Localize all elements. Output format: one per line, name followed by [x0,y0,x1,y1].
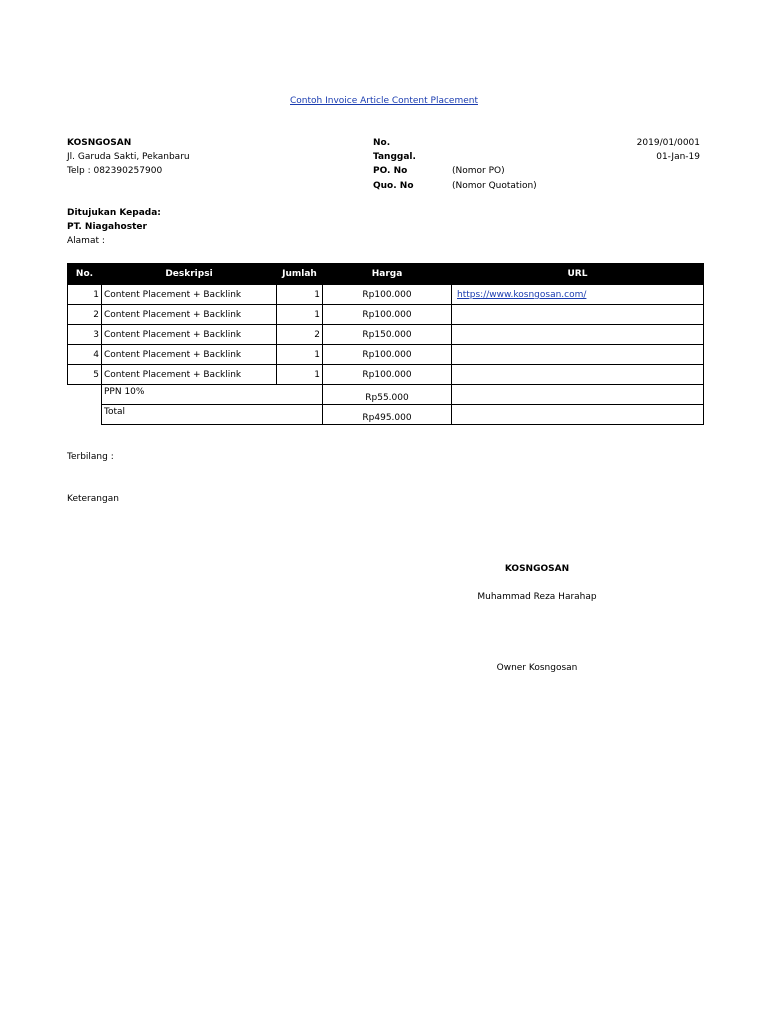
row-url-cell [452,285,704,305]
signature-name: Muhammad Reza Harahap [477,592,597,602]
row-quantity: 1 [277,285,323,305]
row-url-link[interactable]: https://www.kosngosan.com/ [457,289,587,300]
tax-url-cell [452,385,704,405]
row-description: Content Placement + Backlink [102,305,277,325]
notes-label: Keterangan [67,494,119,504]
row-number: 1 [68,285,102,305]
tax-row [68,385,704,405]
total-value: Rp495.000 [323,405,452,425]
table-row [68,285,704,305]
table-row [68,345,704,365]
po-number-value: (Nomor PO) [452,166,505,176]
recipient-address-label: Alamat : [67,236,105,246]
column-header-description: Deskripsi [102,264,277,285]
recipient-name: PT. Niagahoster [67,222,147,232]
total-row [68,405,704,425]
row-url-cell [452,325,704,345]
invoice-number-label: No. [373,138,391,148]
row-number: 4 [68,345,102,365]
total-url-cell [452,405,704,425]
table-row [68,365,704,385]
row-price: Rp100.000 [323,365,452,385]
table-row [68,305,704,325]
quotation-number-value: (Nomor Quotation) [452,181,537,191]
po-number-label: PO. No [373,166,408,176]
seller-phone: Telp : 082390257900 [67,166,163,176]
signature-title: Owner Kosngosan [496,663,578,673]
row-number: 5 [68,365,102,385]
recipient-heading: Ditujukan Kepada: [67,208,161,218]
table-header-row [68,264,704,285]
tax-label: PPN 10% [102,385,323,405]
row-price: Rp100.000 [323,285,452,305]
column-header-price: Harga [323,264,452,285]
row-quantity: 1 [277,305,323,325]
seller-address: Jl. Garuda Sakti, Pekanbaru [67,152,190,162]
row-price: Rp150.000 [323,325,452,345]
invoice-number-value: 2019/01/0001 [636,138,700,148]
row-quantity: 1 [277,345,323,365]
row-description: Content Placement + Backlink [102,365,277,385]
tax-spacer [68,385,102,405]
row-price: Rp100.000 [323,305,452,325]
invoice-items-table [67,263,704,425]
table-row [68,325,704,345]
row-number: 3 [68,325,102,345]
total-label: Total [102,405,323,425]
column-header-quantity: Jumlah [277,264,323,285]
invoice-date-label: Tanggal. [373,152,416,162]
amount-in-words-label: Terbilang : [67,452,114,462]
row-url-cell [452,365,704,385]
row-quantity: 2 [277,325,323,345]
column-header-no: No. [68,264,102,285]
row-description: Content Placement + Backlink [102,325,277,345]
tax-value: Rp55.000 [323,385,452,405]
row-price: Rp100.000 [323,345,452,365]
quotation-number-label: Quo. No [373,181,414,191]
total-spacer [68,405,102,425]
row-number: 2 [68,305,102,325]
invoice-title[interactable]: Contoh Invoice Article Content Placement [290,96,478,106]
row-quantity: 1 [277,365,323,385]
row-description: Content Placement + Backlink [102,345,277,365]
column-header-url: URL [452,264,704,285]
row-url-cell [452,305,704,325]
seller-name: KOSNGOSAN [67,138,132,148]
row-url-cell [452,345,704,365]
row-description: Content Placement + Backlink [102,285,277,305]
signature-company: KOSNGOSAN [504,564,570,574]
invoice-date-value: 01-Jan-19 [656,152,700,162]
